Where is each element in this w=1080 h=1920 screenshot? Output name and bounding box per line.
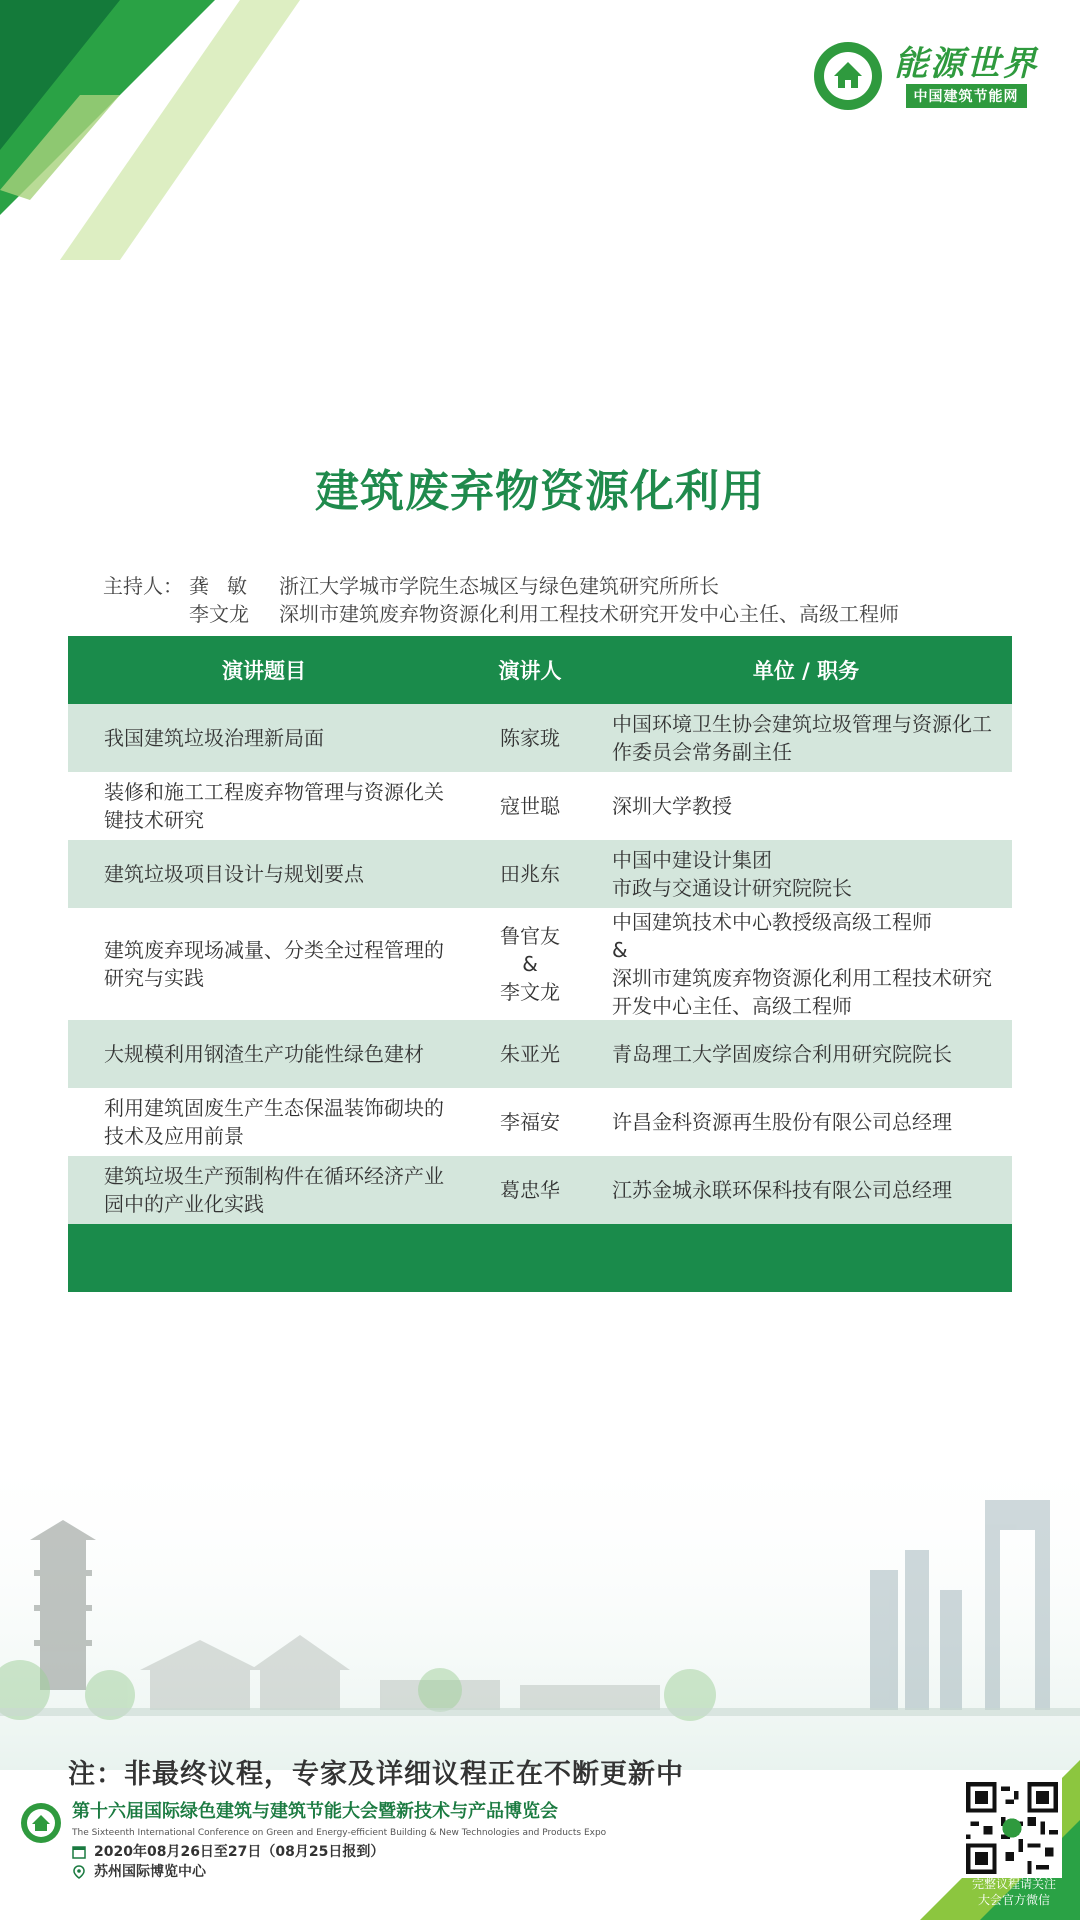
- speaker-cell: 寇世聪: [460, 772, 600, 840]
- unit-cell: [600, 840, 1012, 908]
- logo-sub-text: 中国建筑节能网: [906, 84, 1027, 108]
- conference-name: 第十六届国际绿色建筑与建筑节能大会暨新技术与产品博览会: [72, 1801, 558, 1822]
- unit-cell: 江苏金城永联环保科技有限公司总经理: [600, 1156, 1012, 1224]
- agenda-table: [68, 636, 1012, 1292]
- conference-name-english: The Sixteenth International Conference on Green and Energy-efficient Building & New Technologies and Products Expo: [72, 1828, 607, 1838]
- host-name: 李文龙: [189, 602, 249, 626]
- unit-line: 深圳市建筑废弃物资源化利用工程技术研究开发中心主任、高级工程师: [612, 966, 992, 1018]
- unit-cell: 深圳大学教授: [600, 772, 1012, 840]
- page-title: 建筑废弃物资源化利用: [315, 466, 765, 517]
- qr-caption: [962, 1876, 1066, 1908]
- disclaimer-note: 注：非最终议程，专家及详细议程正在不断更新中: [68, 1759, 684, 1790]
- speaker-line: 李文龙: [500, 980, 560, 1004]
- host-role: 深圳市建筑废弃物资源化利用工程技术研究开发中心主任、高级工程师: [279, 602, 899, 626]
- speaker-cell: 田兆东: [460, 840, 600, 908]
- speaker-cell: 陈家珑: [460, 704, 600, 772]
- unit-cell: 许昌金科资源再生股份有限公司总经理: [600, 1088, 1012, 1156]
- logo-main-text: 能源世界: [894, 44, 1038, 84]
- host-label: 主持人：: [103, 574, 183, 598]
- speaker-cell: 葛忠华: [460, 1156, 600, 1224]
- topic-cell: 利用建筑固废生产生态保温装饰砌块的技术及应用前景: [68, 1088, 460, 1156]
- unit-amp: &: [612, 938, 628, 962]
- unit-cell: [600, 908, 1012, 1020]
- conference-date: 2020年08月26日至27日（08月25日报到）: [94, 1844, 385, 1860]
- qr-code[interactable]: [962, 1778, 1062, 1878]
- table-footer-bar: [68, 1224, 1012, 1292]
- hosts-block: [103, 572, 899, 628]
- unit-line: 中国中建设计集团: [612, 848, 772, 872]
- table-row: [68, 704, 1012, 772]
- host-role: 浙江大学城市学院生态城区与绿色建筑研究所所长: [279, 574, 719, 598]
- speaker-cell: 朱亚光: [460, 1020, 600, 1088]
- speaker-amp: &: [522, 952, 538, 976]
- header-topic: 演讲题目: [68, 636, 460, 704]
- host-row: [103, 600, 899, 628]
- conference-seal-icon: [812, 40, 884, 112]
- topic-cell: 装修和施工工程废弃物管理与资源化关键技术研究: [68, 772, 460, 840]
- topic-cell: 建筑垃圾生产预制构件在循环经济产业园中的产业化实践: [68, 1156, 460, 1224]
- host-row: [103, 572, 899, 600]
- conference-info: [20, 1800, 606, 1882]
- topic-cell: 我国建筑垃圾治理新局面: [68, 704, 460, 772]
- conference-venue-line: [72, 1862, 606, 1882]
- corner-decoration: [0, 0, 320, 260]
- table-row: [68, 1088, 1012, 1156]
- header-speaker: 演讲人: [460, 636, 600, 704]
- conference-venue: 苏州国际博览中心: [94, 1864, 206, 1880]
- topic-cell: 建筑垃圾项目设计与规划要点: [68, 840, 460, 908]
- topic-cell: 建筑废弃现场减量、分类全过程管理的研究与实践: [68, 908, 460, 1020]
- table-header-row: [68, 636, 1012, 704]
- unit-line: 市政与交通设计研究院院长: [612, 876, 852, 900]
- brand-logo: [812, 40, 1038, 112]
- host-name: 龚敏: [189, 574, 265, 598]
- table-row: [68, 1156, 1012, 1224]
- speaker-line: 鲁官友: [500, 924, 560, 948]
- calendar-icon: [72, 1845, 86, 1859]
- unit-line: 中国建筑技术中心教授级高级工程师: [612, 910, 932, 934]
- qr-caption-line: 大会官方微信: [977, 1893, 1050, 1907]
- table-row: [68, 772, 1012, 840]
- unit-cell: 青岛理工大学固废综合利用研究院院长: [600, 1020, 1012, 1088]
- location-pin-icon: [72, 1865, 86, 1879]
- table-row: [68, 1020, 1012, 1088]
- unit-cell: 中国环境卫生协会建筑垃圾管理与资源化工作委员会常务副主任: [600, 704, 1012, 772]
- table-row: [68, 840, 1012, 908]
- conference-seal-icon: [20, 1802, 62, 1844]
- qr-caption-line: 完整议程请关注: [971, 1877, 1056, 1891]
- table-row: [68, 908, 1012, 1020]
- conference-date-line: [72, 1842, 606, 1862]
- speaker-cell: 李福安: [460, 1088, 600, 1156]
- topic-cell: 大规模利用钢渣生产功能性绿色建材: [68, 1020, 460, 1088]
- speaker-cell: [460, 908, 600, 1020]
- header-unit: 单位 / 职务: [600, 636, 1012, 704]
